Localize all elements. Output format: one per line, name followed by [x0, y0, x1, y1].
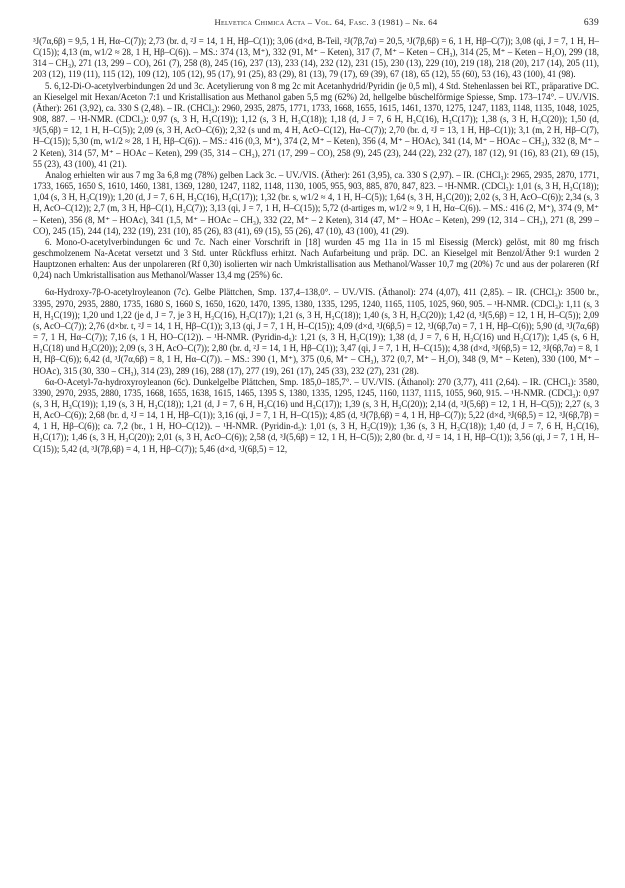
body-text — [33, 36, 599, 455]
running-header — [33, 16, 599, 29]
paragraph-compound-6c: 6α-O-Acetyl-7α-hydroxyroyleanon (6c). Dunkelgelbe Plättchen, Smp. 185,0–185,7°. – UV./VIS. (Äthanol): 270 (3,77), 411 (2,64). – IR. (CHCl₃): 3580, 3390, 2970, 2935, 2880, 1735, 1668, 1655, 1638, 1615, 1465, 1395 S, 1380, 1335, 1295, 1245, 1160, 1137, 1115, 1055, 960, 915. – ¹H-NMR. (CDCl₃): 0,97 (s, 3 H, H₃C(19)); 1,19 (s, 3 H, H₃C(18)); 1,21 (d, J = 7, 6 H, H₃C(16) und H₃C(17)); 1,39 (s, 3 H, H₃C(20)); 2,14 (d, ³J(5,6β) = 12, 1 H, H–C(5)); 2,27 (s, 3 H, AcO–C(6)); 2,68 (br. d, ²J = 14, 1 H, Hβ–C(1)); 3,16 (qi, J = 7, 1 H, H–C(15)); 4,85 (d, ³J(7β,6β) = 4, 1 H, Hβ–C(7)); 5,22 (d×d, ³J(6β,5) = 12, ³J(6β,7β) = 4, 1 H, Hβ–C(6)); ca. 7,2 (br., 1 H, HO–C(12)). – ¹H-NMR. (Pyridin-d₅): 1,01 (s, 3 H, H₃C(19)); 1,36 (s, 3 H, H₃C(18)); 1,40 (d, J = 7, 6 H, H₃C(16), H₃C(17)); 1,46 (s, 3 H, H₃C(20)); 2,01 (s, 3 H, AcO–C(6)); 2,58 (d, ³J(5,6β) = 12, 1 H, H–C(5)); 2,80 (br. d, ²J = 14, 1 H, Hβ–C(1)); 3,56 (qi, J = 7, 1 H, H–C(15)); 5,42 (d, ³J(7β,6β) = 4, 1 H, Hβ–C(7)); 5,46 (d×d, ³J(6β,5) = 12, — [33, 376, 599, 454]
paragraph-section-5: 5. 6,12-Di-O-acetylverbindungen 2d und 3c. Acetylierung von 8 mg 2c mit Acetanhydrid/Pyridin (je 0,5 ml), 4 Std. Stehenlassen bei RT., präparative DC. an Kieselgel mit Hexan/Aceton 7:1 und Kristallisation aus Methanol gaben 5,5 mg (62%) 2d, hellgelbe büschelförmige Spiesse, Smp. 173–174°. – UV./VIS. (Äther): 261 (3,92), ca. 330 S (2,48). – IR. (CHCl₃): 2960, 2935, 2875, 1771, 1733, 1668, 1655, 1615, 1461, 1370, 1275, 1247, 1183, 1148, 1135, 1048, 1025, 908, 887. – ¹H-NMR. (CDCl₃): 0,97 (s, 3 H, H₃C(19)); 1,12 (s, 3 H, H₃C(18)); 1,18 (d, J = 7, 6 H, H₃C(16), H₃C(17)); 1,38 (s, 3 H, H₃C(20)); 1,50 (d, ³J(5,6β) = 12, 1 H, H–C(5)); 2,09 (s, 3 H, AcO–C(6)); 2,32 (s und m, 4 H, AcO–C(12), Hα–C(7)); 2,70 (br. d, ²J = 13, 1 H, Hβ–C(1)); 3,1 (m, 2 H, Hβ–C(7), H–C(15)); 5,30 (m, w1/2 ≈ 28, 1 H, Hβ–C(6)). – MS.: 416 (0,3, M⁺), 374 (2, M⁺ – Keten), 356 (4, M⁺ – HOAc), 341 (14, M⁺ – HOAc – CH₃), 332 (8, M⁺ – 2 Keten), 314 (57, M⁺ – HOAc – Keten), 299 (35, 314 – CH₃), 271 (17, 299 – CO), 258 (9), 245 (23), 244 (22), 232 (27), 187 (12), 91 (16), 83 (21), 69 (15), 55 (23), 43 (100), 41 (21). — [33, 80, 599, 169]
paragraph-nmr-continuation: ³J(7α,6β) = 9,5, 1 H, Hα–C(7)); 2,73 (br. d, ²J = 14, 1 H, Hβ–C(1)); 3,06 (d×d, B-Teil, ²J(7β,7α) = 20,5, ³J(7β,6β) = 6, 1 H, Hβ–C(7)); 3,08 (qi, J = 7, 1 H, H–C(15)); 4,13 (m, w1/2 ≈ 28, 1 H, Hβ–C(6)). – MS.: 374 (13, M⁺), 332 (91, M⁺ – Keten), 317 (7, M⁺ – Keten – CH₃), 314 (25, M⁺ – Keten – H₂O), 299 (18, 314 – CH₃), 271 (13, 299 – CO), 261 (7), 258 (8), 245 (16), 237 (13), 233 (14), 232 (12), 231 (15), 230 (13), 229 (10), 219 (18), 218 (20), 217 (14), 205 (11), 203 (12), 119 (11), 115 (12), 109 (12), 105 (12), 95 (17), 91 (25), 83 (29), 81 (13), 79 (17), 69 (39), 67 (18), 65 (12), 55 (60), 53 (16), 43 (100), 41 (98). — [33, 36, 599, 80]
page-number: 639 — [583, 18, 599, 28]
document-page — [33, 16, 599, 455]
paragraph-compound-7c: 6α-Hydroxy-7β-O-acetylroyleanon (7c). Gelbe Plättchen, Smp. 137,4–138,0°. – UV./VIS. (Äthanol): 274 (4,07), 411 (2,85). – IR. (CHCl₃): 3500 br., 3395, 2970, 2935, 2880, 1735, 1680 S, 1660 S, 1650, 1620, 1470, 1395, 1380, 1335, 1295, 1240, 1165, 1105, 1025, 960, 905. – ¹H-NMR. (CDCl₃): 1,11 (s, 3 H, H₃C(19)); 1,20 und 1,22 (je d, J = 7, je 3 H, H₃C(16), H₃C(17)); 1,21 (s, 3 H, H₃C(18)); 1,40 (s, 3 H, H₃C(20)); 1,42 (d, ³J(5,6β) = 12, 1 H, H–C(5)); 2,09 (s, AcO–C(7)); 2,76 (d×br. t, ²J = 14, 1 H, Hβ–C(1)); 3,13 (qi, J = 7, 1 H, H–C(15)); 4,09 (d×d, ³J(6β,5) = 12, ³J(6β,7α) = 7, 1 H, Hβ–C(6)); 5,90 (d, ³J(7α,6β) = 7, 1 H, Hα–C(7)); 7,16 (s, 1 H, HO–C(12)). – ¹H-NMR. (Pyridin-d₅): 1,21 (s, 3 H, H₃C(19)); 1,38 (d, J = 7, 6 H, H₃C(16) und H₃C(17)); 1,45 (s, 6 H, H₃C(18) und H₃C(20)); 2,09 (s, 3 H, AcO–C(7)); 2,80 (br. d, ²J = 14, 1 H, Hβ–C(1)); 3,47 (qi, J = 7, 1 H, H–C(15)); 4,38 (d×d, ³J(6β,5) = 12, ³J(6β,7α) = 8, 1 H, Hβ–C(6)); 6,42 (d, ³J(7α,6β) = 8, 1 H, Hα–C(7)). – MS.: 390 (1, M⁺), 375 (0,6, M⁺ – CH₃), 372 (0,7, M⁺ – H₂O), 348 (9, M⁺ – Keten), 330 (100, M⁺ – HOAc), 315 (30, 330 – CH₃), 314 (23), 289 (16), 288 (17), 277 (19), 261 (17), 245 (33), 232 (27), 231 (28). — [33, 287, 599, 376]
paragraph-compound-3c: Analog erhielten wir aus 7 mg 3a 6,8 mg (78%) gelben Lack 3c. – UV./VIS. (Äther): 261 (3,95), ca. 330 S (2,97). – IR. (CHCl₃): 2965, 2935, 2870, 1771, 1733, 1665, 1650 S, 1610, 1460, 1381, 1369, 1280, 1247, 1182, 1148, 1130, 1005, 955, 903, 885, 870, 847, 823. – ¹H-NMR. (CDCl₃): 1,01 (s, 3 H, H₃C(18)); 1,04 (s, 3 H, H₃C(19)); 1,20 (d, J = 7, 6 H, H₃C(16), H₃C(17)); 1,32 (br. s, w1/2 ≈ 4, 1 H, H–C(5)); 1,64 (s, 3 H, H₃C(20)); 2,02 (s, 3 H, AcO–C(6)); 2,34 (s, 3 H, AcO–C(12)); 2,7 (m, 3 H, Hβ–C(1), H₂C(7)); 3,13 (qi, J = 7, 1 H, H–C(15)); 5,72 (d-artiges m, w1/2 ≈ 9, 1 H, Hα–C(6)). – MS.: 416 (2, M⁺), 374 (9, M⁺ – Keten), 356 (8, M⁺ – HOAc), 341 (1,5, M⁺ – HOAc – CH₃), 332 (22, M⁺ – 2 Keten), 314 (47, M⁺ – HOAc – Keten), 299 (12, 314 – CH₃), 271 (8, 299 – CO), 245 (15), 244 (14), 232 (19), 231 (10), 85 (26), 83 (41), 69 (15), 55 (26), 47 (10), 43 (100), 41 (29). — [33, 169, 599, 236]
journal-title: Helvetica Chimica Acta – Vol. 64, Fasc. 3 (1981) – Nr. 64 — [214, 17, 438, 27]
paragraph-section-6: 6. Mono-O-acetylverbindungen 6c und 7c. Nach einer Vorschrift in [18] wurden 45 mg 11a in 15 ml Eisessig (Merck) gelöst, mit 80 mg frisch geschmolzenem Na-Acetat versetzt und 3 Std. unter Rückfluss erhitzt. Nach Aufarbeitung und präp. DC. an Kieselgel mit Benzol/Äther 9:1 wurden 2 Hauptzonen erhalten: Aus der unpolareren (Rf 0,30) isolierten wir nach Umkristallisation aus Methanol/Wasser 10,7 mg (20%) 7c und aus der polareren (Rf 0,24) nach Umkristallisation aus Methanol/Wasser 13,4 mg (25%) 6c. — [33, 236, 599, 281]
